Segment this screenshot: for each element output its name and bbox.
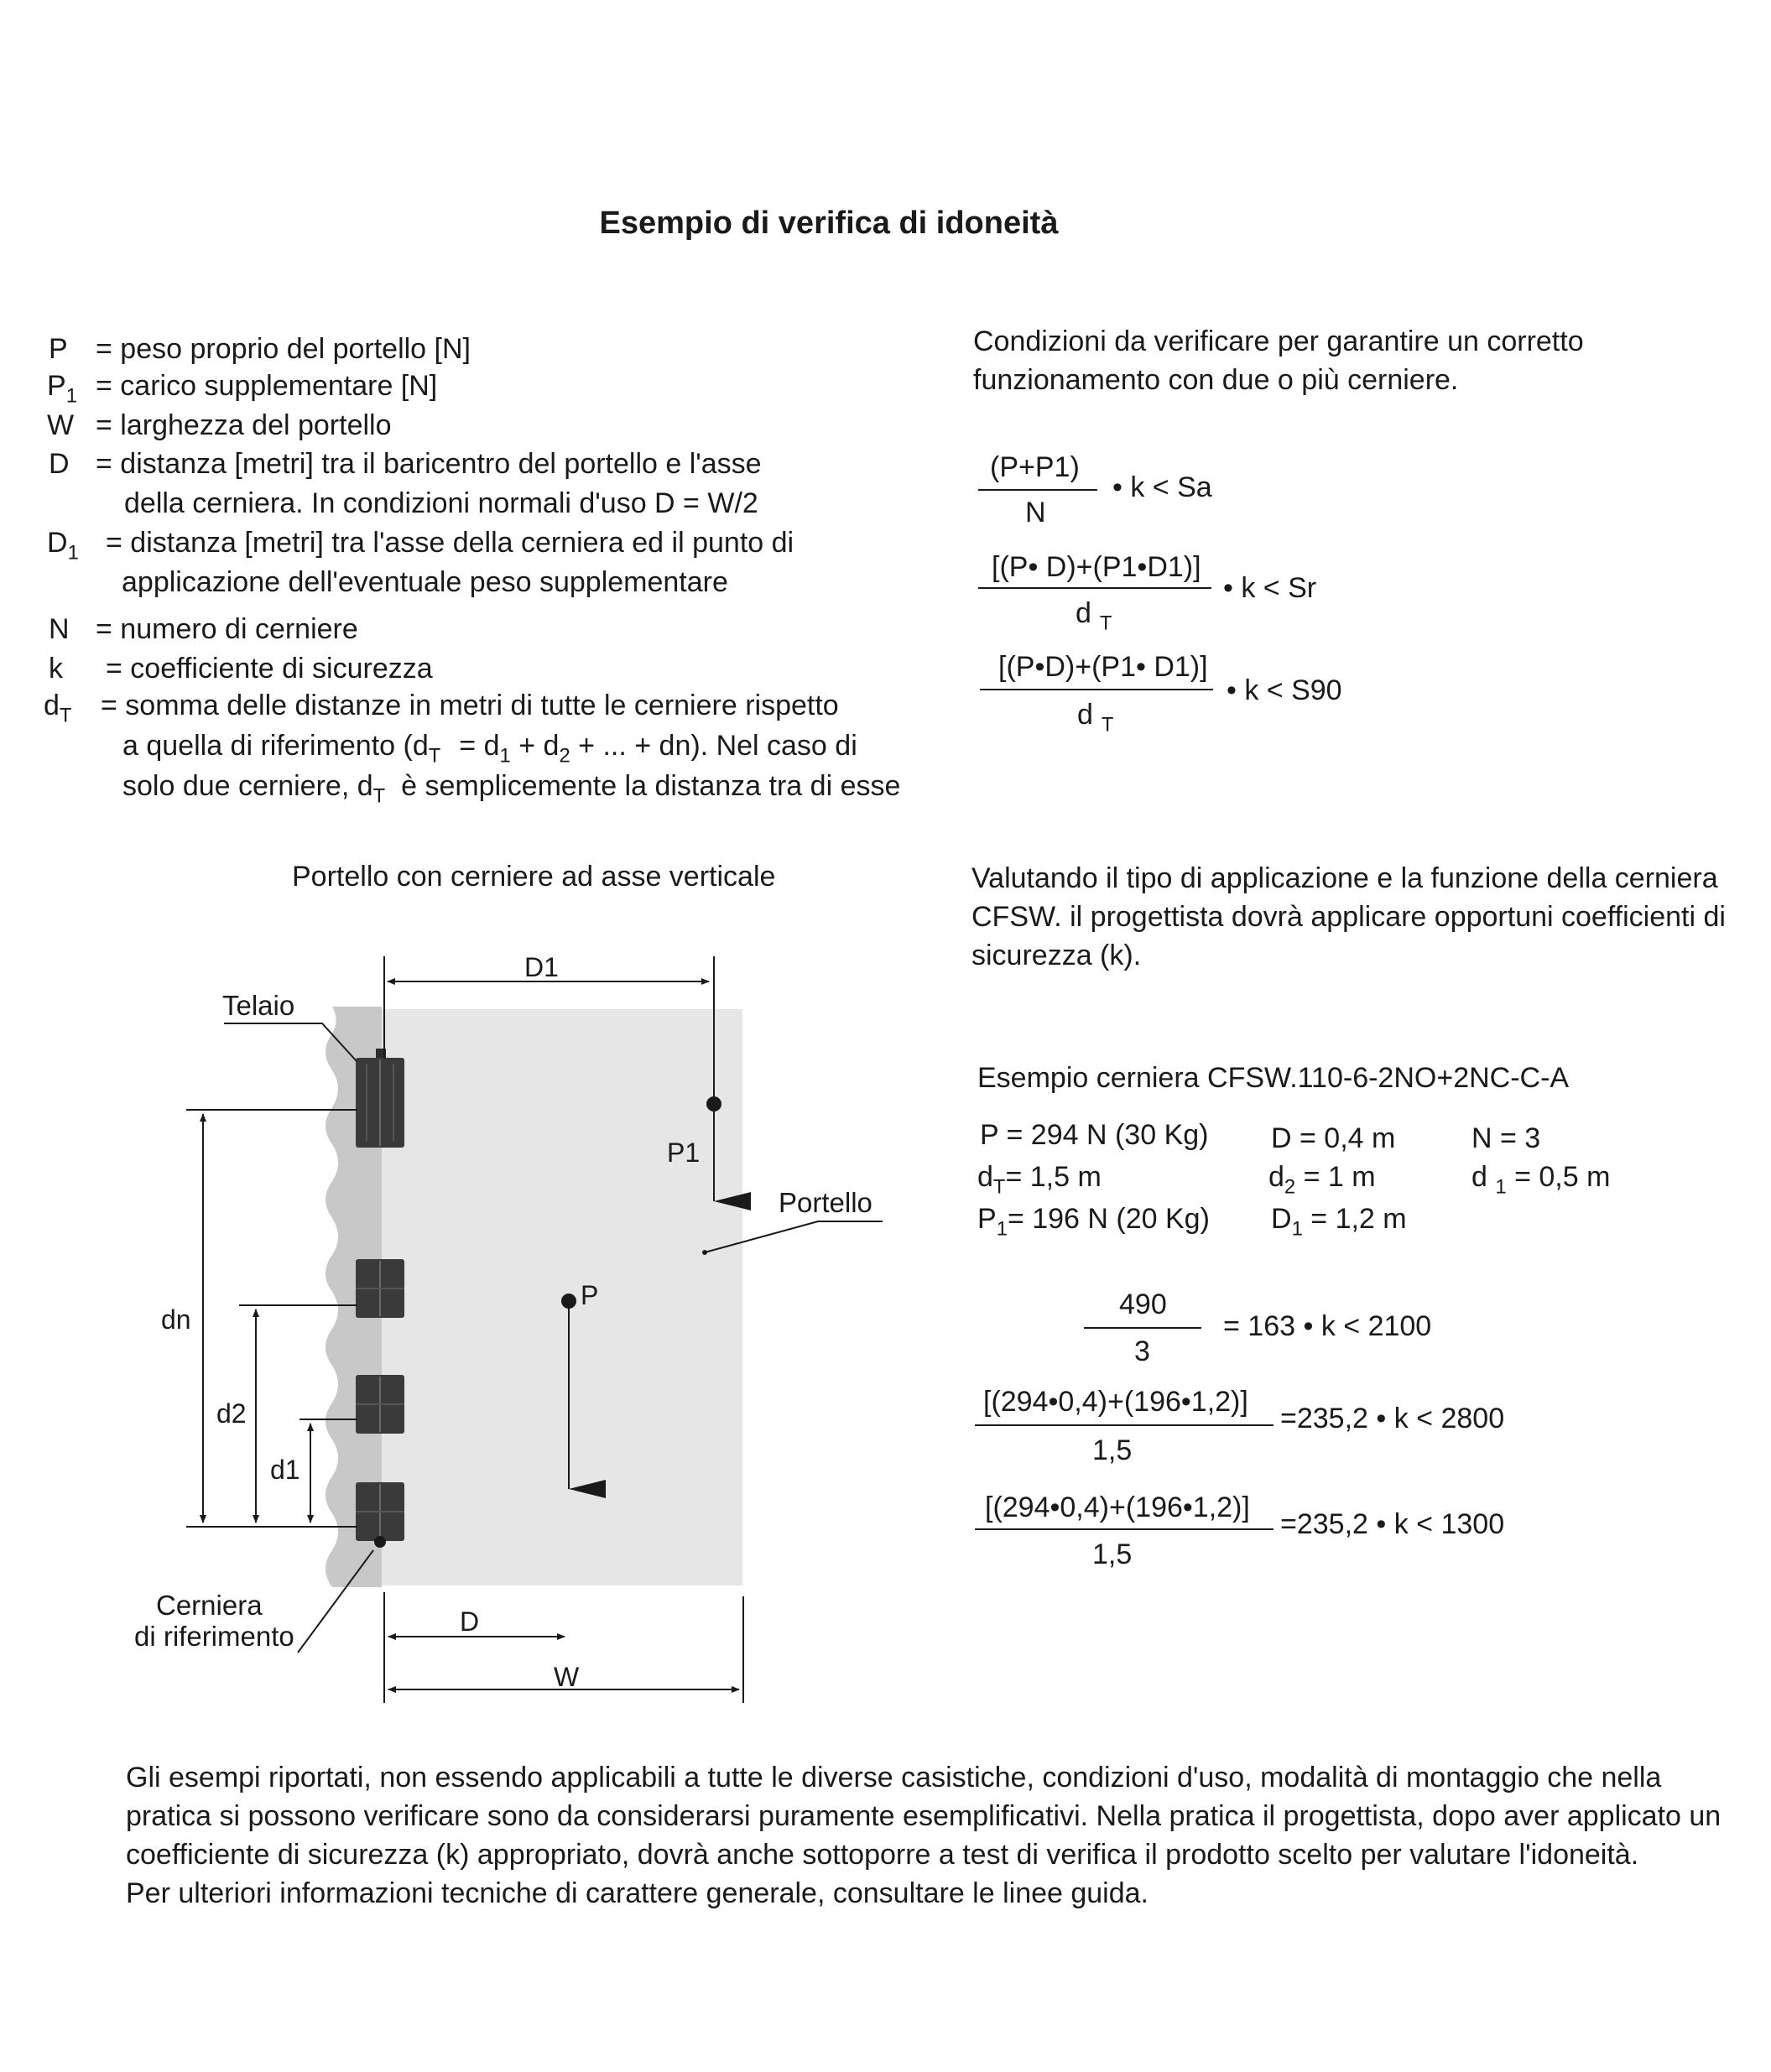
legend-row-P: P <box>49 333 68 365</box>
example-dT: $d_T= 1,5$ m <box>977 1161 1102 1199</box>
formula-2-rhs: • k < Sr <box>1223 572 1317 604</box>
legend-row-k: k <box>49 653 63 685</box>
calc-3-numerator: [(294•0,4)+(196•1,2)] <box>985 1492 1250 1523</box>
formula-3-rhs: • k < S90 <box>1227 674 1342 706</box>
calc-1-rhs: = 163 • k < 2100 <box>1223 1310 1432 1342</box>
calc-2-rhs: =235,2 • k < 2800 <box>1280 1403 1505 1434</box>
legend-def-dT: = somma delle distanze in metri di tutte le cerniere rispetto <box>101 690 839 721</box>
formula-2-denominator: d $_T$ <box>1076 597 1112 635</box>
coefficient-note-line-3: sicurezza (k). <box>971 940 1142 971</box>
example-D: D = 0,4 m <box>1271 1122 1396 1154</box>
legend-row-D: D <box>49 448 70 480</box>
formula-1-rhs: • k < Sa <box>1112 471 1212 503</box>
example-N: N = 3 <box>1471 1122 1541 1154</box>
legend-def-D-cont: della cerniera. In condizioni normali d'uso D = W/2 <box>124 487 758 519</box>
calc-1-bar <box>1084 1327 1201 1329</box>
formula-1-numerator: (P+P1) <box>990 451 1080 483</box>
label-W: W <box>554 1662 580 1692</box>
footer-line-4: Per ulteriori informazioni tecniche di carattere generale, consultare le linee guida. <box>126 1877 1149 1909</box>
label-P1: P1 <box>667 1138 701 1168</box>
door-panel <box>382 1009 742 1585</box>
label-di-riferimento: di riferimento <box>134 1621 294 1652</box>
calc-2-denominator: 1,5 <box>1092 1434 1133 1466</box>
formula-1-denominator: N <box>1025 497 1046 528</box>
formula-3-numerator: [(P•D)+(P1• D1)] <box>998 651 1208 683</box>
example-d1: d $_1$ = 0,5 m <box>1471 1161 1611 1199</box>
example-P1: $P_1= 196$ N (20 Kg) <box>977 1203 1210 1241</box>
hinge-2 <box>356 1375 404 1434</box>
label-portello: Portello <box>779 1187 872 1218</box>
hinge-n <box>356 1259 404 1318</box>
diagram-caption: Portello con cerniere ad asse verticale <box>292 861 776 893</box>
formula-3-denominator: d $_T$ <box>1077 699 1114 737</box>
calc-1-denominator: 3 <box>1134 1335 1150 1367</box>
conditions-intro-1: Condizioni da verificare per garantire un corretto <box>973 325 1584 357</box>
legend-def-P: = peso proprio del portello [N] <box>96 333 471 365</box>
calc-2-numerator: [(294•0,4)+(196•1,2)] <box>983 1386 1248 1418</box>
legend-row-P1: $P_1$ <box>47 370 77 408</box>
legend-row-D1: $D_1$ <box>47 527 79 565</box>
conditions-intro-2: funzionamento con due o più cerniere. <box>973 364 1459 396</box>
legend-def-k: = coefficiente di sicurezza <box>106 653 433 685</box>
label-cerniera: Cerniera <box>156 1590 263 1621</box>
legend-def-P1: = carico supplementare [N] <box>96 370 438 402</box>
legend-def-D1-cont: applicazione dell'eventuale peso supplementare <box>122 566 728 598</box>
calc-1-numerator: 490 <box>1119 1288 1167 1320</box>
footer-line-3: coefficiente di sicurezza (k) appropriato, dovrà anche sottoporre a test di verifica il prodotto scelto per valutare l'idoneità. <box>126 1839 1639 1871</box>
footer-line-1: Gli esempi riportati, non essendo applicabili a tutte le diverse casistiche, condizioni d'uso, modalità di montaggio che nella <box>126 1762 1662 1793</box>
coefficient-note-line-2: CFSW. il progettista dovrà applicare opportuni coefficienti di <box>971 901 1726 933</box>
calc-3-rhs: =235,2 • k < 1300 <box>1280 1508 1505 1540</box>
legend-def-D1: = distanza [metri] tra l'asse della cerniera ed il punto di <box>106 527 794 559</box>
example-D1: $D_1 = 1,2$ m <box>1271 1203 1407 1241</box>
legend-def-N: = numero di cerniere <box>96 613 358 645</box>
calc-3-bar <box>975 1528 1274 1530</box>
example-d2: $d_2 = 1$ m <box>1268 1161 1376 1199</box>
label-d1: d1 <box>270 1455 300 1485</box>
calc-3-denominator: 1,5 <box>1092 1538 1133 1570</box>
calc-2-bar <box>975 1424 1274 1426</box>
example-title: Esempio cerniera CFSW.110-6-2NO+2NC-C-A <box>977 1062 1570 1094</box>
legend-def-dT-line2: a quella di riferimento ($d_T = d_1 + d_2$ + ... + dn). Nel caso di <box>122 730 857 768</box>
legend-row-N: N <box>49 613 70 645</box>
legend-row-W: W <box>47 409 75 441</box>
legend-def-W: = larghezza del portello <box>96 409 392 441</box>
page-title: Esempio di verifica di idoneità <box>599 206 1059 241</box>
example-P: P = 294 N (30 Kg) <box>980 1119 1209 1151</box>
label-D: D <box>460 1606 480 1637</box>
hinge-reference <box>356 1482 404 1548</box>
label-dn: dn <box>161 1304 191 1335</box>
hinge-top <box>356 1049 404 1148</box>
label-D1: D1 <box>524 952 559 982</box>
formula-2-numerator: [(P• D)+(P1•D1)] <box>992 551 1201 583</box>
coefficient-note-line-1: Valutando il tipo di applicazione e la funzione della cerniera <box>971 862 1718 894</box>
label-P: P <box>581 1280 599 1310</box>
legend-row-dT: $d_T$ <box>44 690 72 727</box>
label-d2: d2 <box>216 1398 247 1429</box>
footer-line-2: pratica si possono verificare sono da considerarsi puramente esemplificativi. Nella pratica il progettista, dopo aver applicato un <box>126 1800 1722 1832</box>
legend-def-dT-line3: solo due cerniere, $d_T$ è semplicemente la distanza tra di esse <box>122 770 901 808</box>
label-telaio: Telaio <box>222 990 295 1021</box>
legend-def-D: = distanza [metri] tra il baricentro del portello e l'asse <box>96 448 762 480</box>
